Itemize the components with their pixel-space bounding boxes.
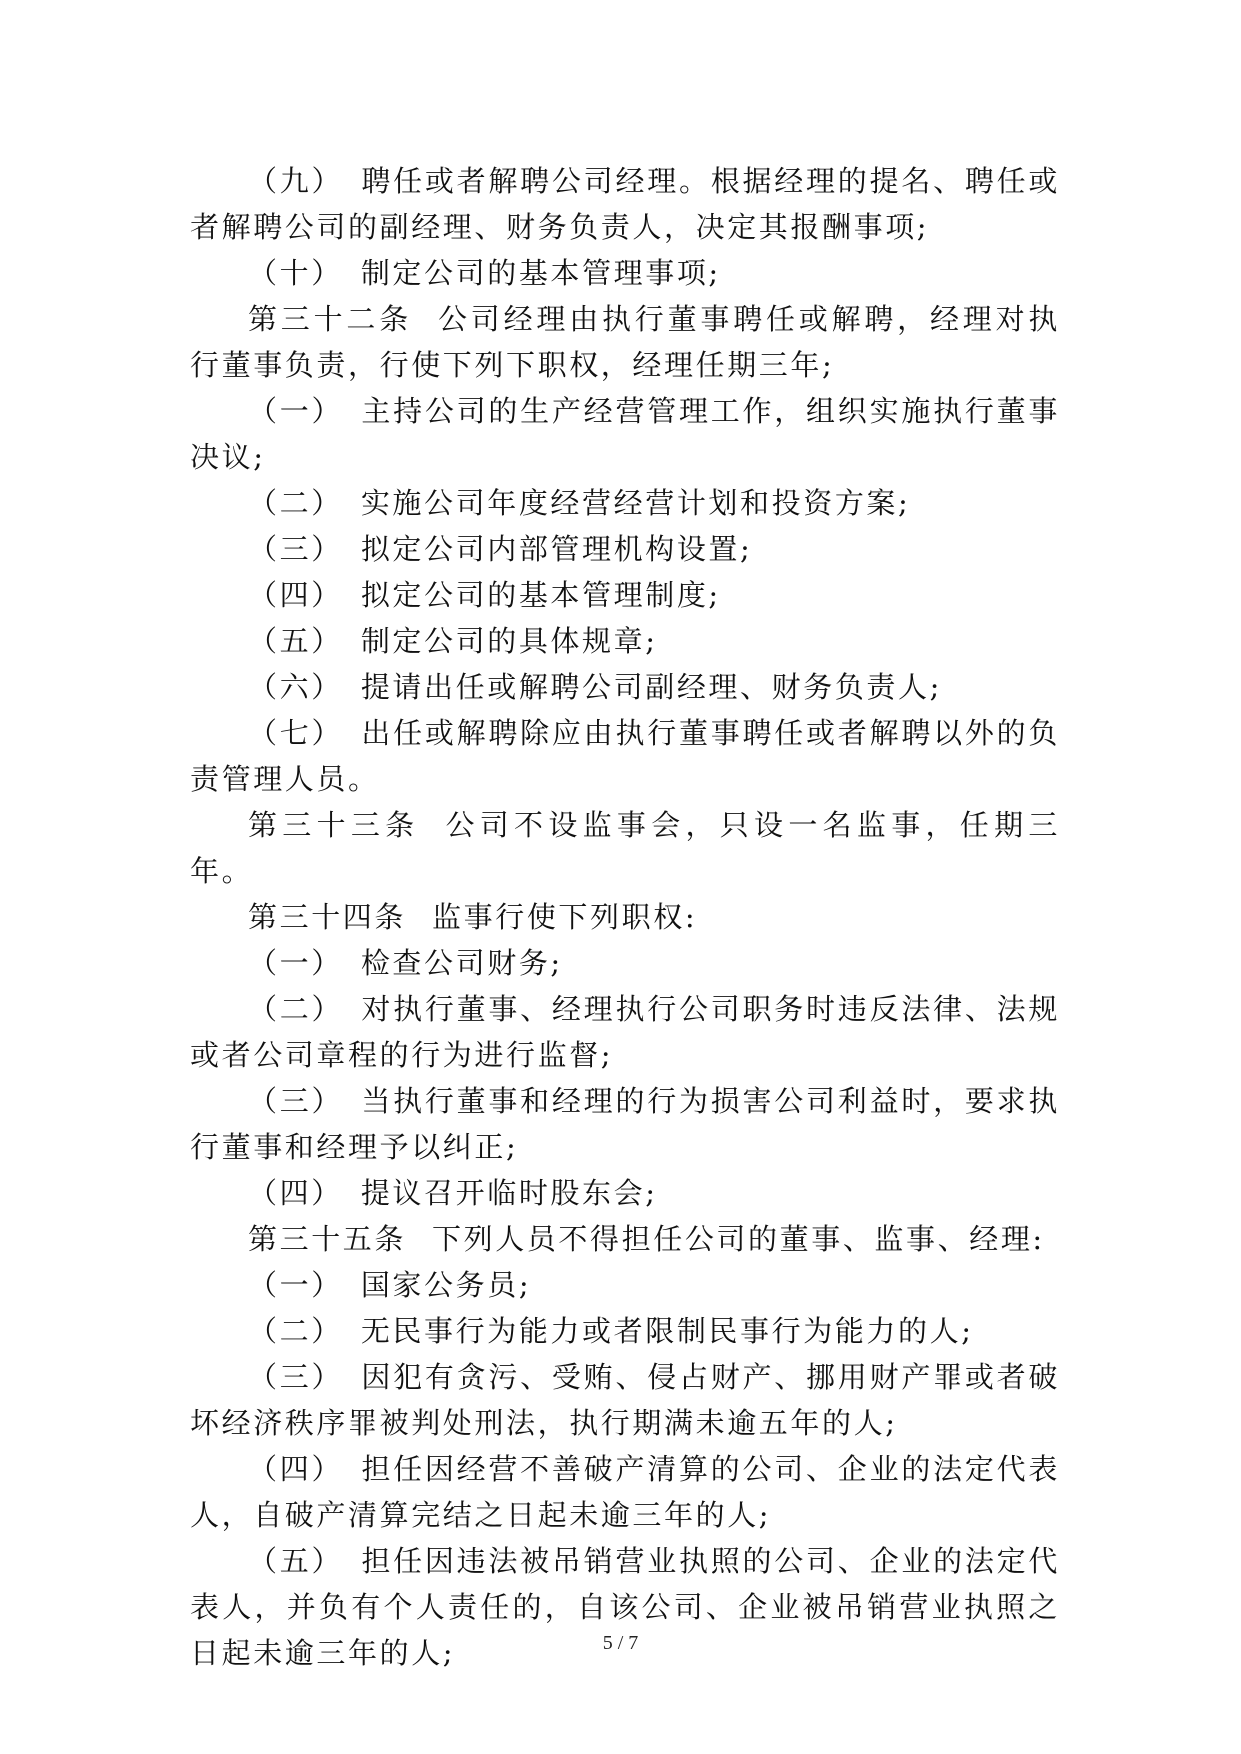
paragraph bbox=[190, 1538, 1060, 1676]
paragraph-text: 主持公司的生产经营管理工作，组织实施执行董事决议; bbox=[190, 394, 1060, 474]
paragraph-text: 拟定公司的基本管理制度; bbox=[360, 578, 721, 612]
page-number: 5 / 7 bbox=[602, 1632, 639, 1654]
paragraph-text: 监事行使下列职权: bbox=[432, 900, 698, 934]
paragraph bbox=[190, 710, 1060, 802]
item-number: （一） bbox=[248, 1268, 343, 1302]
paragraph bbox=[190, 572, 1060, 618]
paragraph bbox=[190, 618, 1060, 664]
paragraph-text: 实施公司年度经营经营计划和投资方案; bbox=[360, 486, 911, 520]
paragraph bbox=[190, 526, 1060, 572]
paragraph bbox=[190, 480, 1060, 526]
item-number: （五） bbox=[248, 1544, 344, 1578]
item-number: （六） bbox=[248, 670, 343, 704]
paragraph-text: 检查公司财务; bbox=[360, 946, 563, 980]
paragraph bbox=[190, 1354, 1060, 1446]
item-number: （七） bbox=[248, 716, 344, 750]
paragraph-text: 提议召开临时股东会; bbox=[360, 1176, 658, 1210]
article-number: 第三十三条 bbox=[248, 808, 420, 842]
item-number: （三） bbox=[248, 532, 343, 566]
item-number: （一） bbox=[248, 394, 344, 428]
item-number: （二） bbox=[248, 486, 343, 520]
item-number: （三） bbox=[248, 1360, 344, 1394]
paragraph-text: 对执行董事、经理执行公司职务时违反法律、法规或者公司章程的行为进行监督; bbox=[190, 992, 1060, 1072]
paragraph-text: 因犯有贪污、受贿、侵占财产、挪用财产罪或者破坏经济秩序罪被判处刑法，执行期满未逾五年的人; bbox=[190, 1360, 1060, 1440]
item-number: （十） bbox=[248, 256, 343, 290]
paragraph bbox=[190, 250, 1060, 296]
paragraph-text: 提请出任或解聘公司副经理、财务负责人; bbox=[360, 670, 942, 704]
document-body bbox=[190, 158, 1060, 1676]
paragraph-text: 下列人员不得担任公司的董事、监事、经理: bbox=[432, 1222, 1045, 1256]
paragraph-text: 拟定公司内部管理机构设置; bbox=[360, 532, 753, 566]
item-number: （二） bbox=[248, 992, 344, 1026]
paragraph-text: 制定公司的基本管理事项; bbox=[360, 256, 721, 290]
paragraph bbox=[190, 1446, 1060, 1538]
paragraph-text: 出任或解聘除应由执行董事聘任或者解聘以外的负责管理人员。 bbox=[190, 716, 1060, 796]
item-number: （三） bbox=[248, 1084, 344, 1118]
article-number: 第三十四条 bbox=[248, 900, 407, 934]
paragraph-text: 聘任或者解聘公司经理。根据经理的提名、聘任或者解聘公司的副经理、财务负责人，决定其报酬事项; bbox=[190, 164, 1060, 244]
article-number: 第三十二条 bbox=[248, 302, 412, 336]
paragraph bbox=[190, 1078, 1060, 1170]
item-number: （四） bbox=[248, 1452, 344, 1486]
paragraph-text: 国家公务员; bbox=[360, 1268, 532, 1302]
paragraph bbox=[190, 1262, 1060, 1308]
paragraph-text: 无民事行为能力或者限制民事行为能力的人; bbox=[360, 1314, 974, 1348]
article-paragraph bbox=[190, 1216, 1060, 1262]
paragraph-text: 制定公司的具体规章; bbox=[360, 624, 658, 658]
paragraph-text: 担任因违法被吊销营业执照的公司、企业的法定代表人，并负有个人责任的，自该公司、企业被吊销营业执照之日起未逾三年的人; bbox=[190, 1544, 1060, 1670]
paragraph-text: 当执行董事和经理的行为损害公司利益时，要求执行董事和经理予以纠正; bbox=[190, 1084, 1060, 1164]
article-number: 第三十五条 bbox=[248, 1222, 407, 1256]
article-paragraph bbox=[190, 296, 1060, 388]
paragraph bbox=[190, 1170, 1060, 1216]
item-number: （五） bbox=[248, 624, 343, 658]
paragraph bbox=[190, 986, 1060, 1078]
paragraph bbox=[190, 940, 1060, 986]
paragraph bbox=[190, 664, 1060, 710]
item-number: （一） bbox=[248, 946, 343, 980]
item-number: （二） bbox=[248, 1314, 343, 1348]
item-number: （四） bbox=[248, 578, 343, 612]
paragraph bbox=[190, 388, 1060, 480]
paragraph bbox=[190, 1308, 1060, 1354]
article-paragraph bbox=[190, 894, 1060, 940]
paragraph-text: 公司不设监事会，只设一名监事，任期三年。 bbox=[190, 808, 1060, 888]
item-number: （四） bbox=[248, 1176, 343, 1210]
paragraph-text: 担任因经营不善破产清算的公司、企业的法定代表人，自破产清算完结之日起未逾三年的人; bbox=[190, 1452, 1060, 1532]
paragraph-text: 公司经理由执行董事聘任或解聘，经理对执行董事负责，行使下列下职权，经理任期三年; bbox=[190, 302, 1060, 382]
article-paragraph bbox=[190, 802, 1060, 894]
item-number: （九） bbox=[248, 164, 344, 198]
paragraph bbox=[190, 158, 1060, 250]
